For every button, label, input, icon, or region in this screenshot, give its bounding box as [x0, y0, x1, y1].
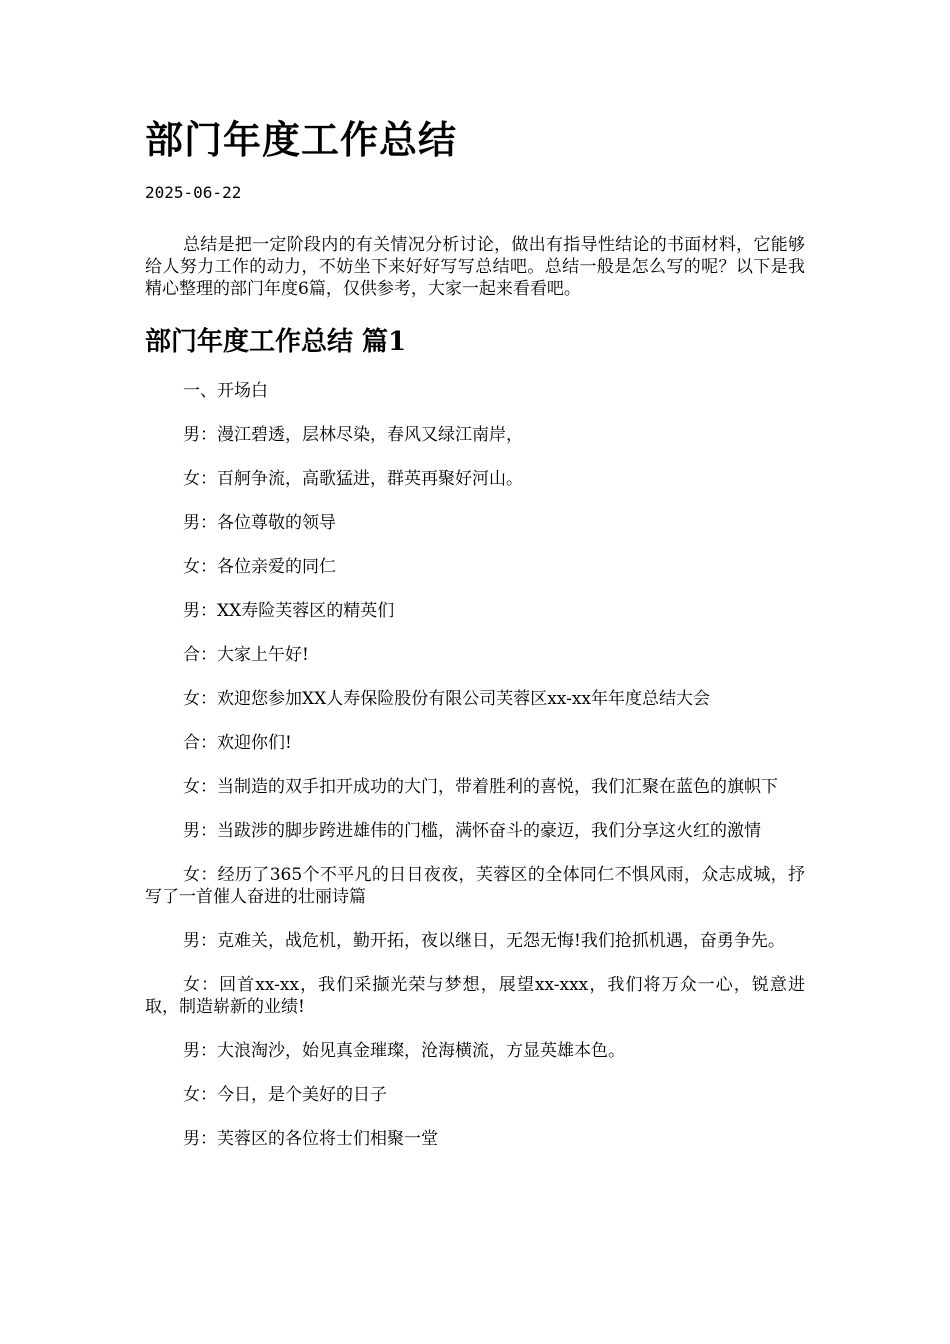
document-date: 2025-06-22: [145, 183, 242, 202]
paragraph: 女：各位亲爱的同仁: [183, 557, 336, 577]
document-page: [145, 112, 805, 1172]
document-title: 部门年度工作总结: [145, 117, 458, 162]
paragraph: 男：当跋涉的脚步跨进雄伟的门槛，满怀奋斗的豪迈，我们分享这火红的激情: [183, 821, 761, 841]
section-body: [145, 380, 805, 1150]
paragraph: 男：芙蓉区的各位将士们相聚一堂: [183, 1129, 438, 1149]
paragraph: 女：当制造的双手扣开成功的大门，带着胜利的喜悦，我们汇聚在蓝色的旗帜下: [183, 777, 778, 797]
paragraph: 女：今日，是个美好的日子: [183, 1085, 387, 1105]
paragraph: 男：XX寿险芙蓉区的精英们: [183, 601, 395, 621]
paragraph: 男：各位尊敬的领导: [183, 513, 336, 533]
section-title: 部门年度工作总结 篇1: [145, 327, 407, 357]
paragraph: 一、开场白: [183, 381, 268, 401]
paragraph: 女：百舸争流，高歌猛进，群英再聚好河山。: [183, 469, 523, 489]
paragraph: 女：经历了365个不平凡的日日夜夜，芙蓉区的全体同仁不惧风雨，众志成城，抒写了一首催人奋进的壮丽诗篇: [145, 865, 805, 907]
paragraph: 女：回首xx-xx，我们采撷光荣与梦想，展望xx-xxx，我们将万众一心，锐意进取，制造崭新的业绩!: [145, 975, 805, 1017]
paragraph: 女：欢迎您参加XX人寿保险股份有限公司芙蓉区xx-xx年年度总结大会: [183, 689, 710, 709]
paragraph: 男：漫江碧透，层林尽染，春风又绿江南岸，: [183, 425, 523, 445]
paragraph: 男：克难关，战危机，勤开拓，夜以继日，无怨无悔!我们抢抓机遇，奋勇争先。: [183, 931, 785, 951]
intro-paragraph: 总结是把一定阶段内的有关情况分析讨论，做出有指导性结论的书面材料，它能够给人努力工作的动力，不妨坐下来好好写写总结吧。总结一般是怎么写的呢？以下是我精心整理的部门年度6篇，仅供参考，大家一起来看看吧。: [145, 235, 805, 299]
paragraph: 男：大浪淘沙，始见真金璀璨，沧海横流，方显英雄本色。: [183, 1041, 625, 1061]
paragraph: 合：欢迎你们!: [183, 733, 292, 753]
paragraph: 合：大家上午好!: [183, 645, 309, 665]
